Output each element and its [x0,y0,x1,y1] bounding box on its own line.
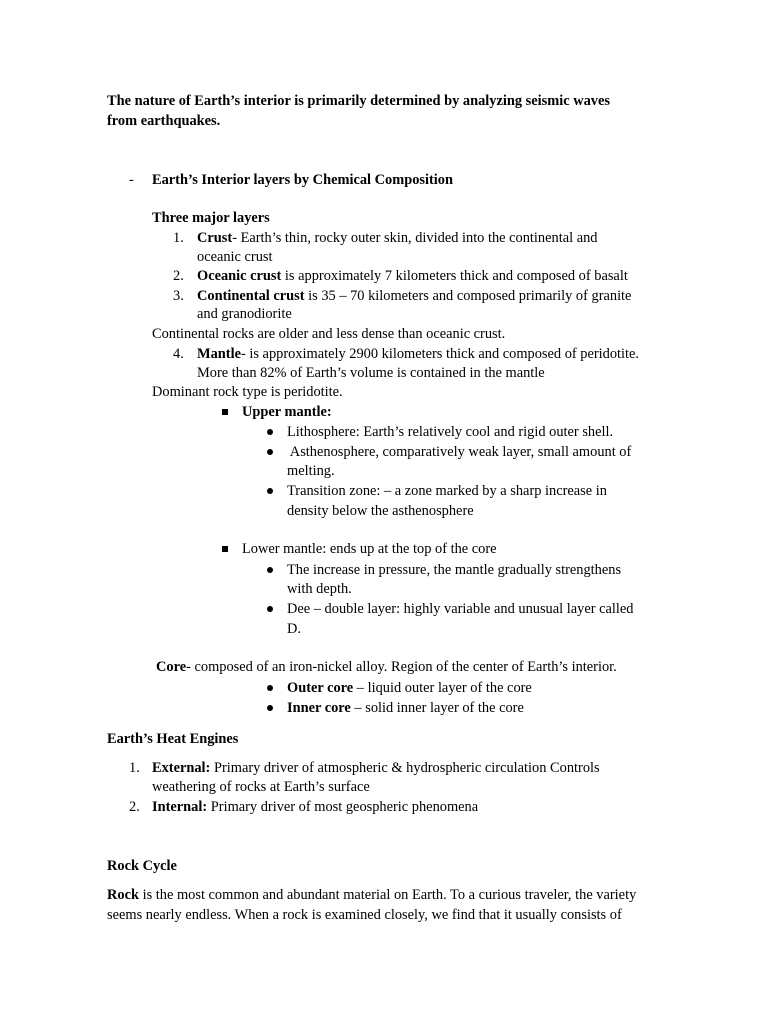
bullet-inner-core [287,698,524,718]
continental-crust-text: is 35 – 70 kilometers and composed primarily of granite [304,288,632,304]
term-inner-core: Inner core [287,700,351,716]
intro-line-2: from earthquakes. [107,113,221,129]
list-item-crust-cont: oceanic crust [197,249,273,265]
square-bullet-icon [222,546,228,552]
list-item-crust [197,228,597,248]
list-item-continental-crust-cont: and granodiorite [197,306,292,322]
rock-cycle-paragraph-line-1 [107,885,636,905]
term-core: Core [156,659,187,675]
outer-core-text: – liquid outer layer of the core [353,680,532,696]
crust-text: - Earth’s thin, rocky outer skin, divided into the continental and [232,230,598,246]
bullet-transition-zone-cont: density below the asthenosphere [287,503,474,519]
bullet-transition-zone: Transition zone: – a zone marked by a sharp increase in [287,483,607,499]
subheading-three-layers: Three major layers [152,210,270,226]
inner-core-text: – solid inner layer of the core [350,700,524,716]
core-paragraph [156,657,617,677]
rock-text: is the most common and abundant material on Earth. To a curious traveler, the variety [138,887,637,903]
bullet-dee-cont: D. [287,621,301,637]
heat-engines-heading: Earth’s Heat Engines [107,731,239,747]
oceanic-crust-text: is approximately 7 kilometers thick and composed of basalt [281,268,628,284]
bullet-dot-icon [267,488,273,494]
heat-engine-internal [152,797,478,817]
term-continental-crust: Continental crust [197,288,305,304]
bullet-pressure: The increase in pressure, the mantle gradually strengthens [287,562,622,578]
list-number: 3. [173,288,184,304]
term-crust: Crust [197,230,233,246]
list-item-oceanic-crust [197,266,628,286]
dash-marker: - [129,172,134,188]
term-outer-core: Outer core [287,680,354,696]
upper-mantle-heading: Upper mantle: [242,404,332,420]
external-text: Primary driver of atmospheric & hydrospheric circulation Controls [210,760,600,776]
continental-note: Continental rocks are older and less dense than oceanic crust. [152,326,506,342]
bullet-asthenosphere: Asthenosphere, comparatively weak layer, small amount of [287,444,632,460]
rock-cycle-heading: Rock Cycle [107,858,177,874]
mantle-text: - is approximately 2900 kilometers thick and composed of peridotite. [240,346,640,362]
term-mantle: Mantle [197,346,241,362]
bullet-lithosphere: Lithosphere: Earth’s relatively cool and rigid outer shell. [287,424,614,440]
term-oceanic-crust: Oceanic crust [197,268,282,284]
bullet-dot-icon [267,685,273,691]
term-internal: Internal: [152,799,208,815]
bullet-pressure-cont: with depth. [287,581,352,597]
list-number: 2. [173,268,184,284]
term-rock: Rock [107,887,139,903]
list-item-mantle-cont: More than 82% of Earth’s volume is contained in the mantle [197,365,545,381]
bullet-asthenosphere-cont: melting. [287,463,335,479]
list-number: 2. [129,799,140,815]
bullet-dot-icon [267,429,273,435]
bullet-dee: Dee – double layer: highly variable and unusual layer called [287,601,634,617]
bullet-dot-icon [267,705,273,711]
bullet-dot-icon [267,567,273,573]
heat-engine-external-cont: weathering of rocks at Earth’s surface [152,779,370,795]
list-number: 1. [129,760,140,776]
core-text: - composed of an iron-nickel alloy. Region of the center of Earth’s interior. [186,659,617,675]
list-item-mantle [197,344,639,364]
list-item-continental-crust [197,286,631,306]
intro-line-1: The nature of Earth’s interior is primarily determined by analyzing seismic waves [107,93,610,109]
bullet-dot-icon [267,449,273,455]
dominant-note: Dominant rock type is peridotite. [152,384,343,400]
rock-cycle-paragraph-line-2: seems nearly endless. When a rock is examined closely, we find that it usually consists of [107,907,622,923]
section-heading: Earth’s Interior layers by Chemical Composition [152,172,453,188]
internal-text: Primary driver of most geospheric phenomena [207,799,479,815]
term-external: External: [152,760,211,776]
square-bullet-icon [222,409,228,415]
lower-mantle-heading: Lower mantle: ends up at the top of the core [242,541,497,557]
heat-engine-external [152,758,600,778]
list-number: 4. [173,346,184,362]
bullet-dot-icon [267,606,273,612]
bullet-outer-core [287,678,532,698]
list-number: 1. [173,230,184,246]
